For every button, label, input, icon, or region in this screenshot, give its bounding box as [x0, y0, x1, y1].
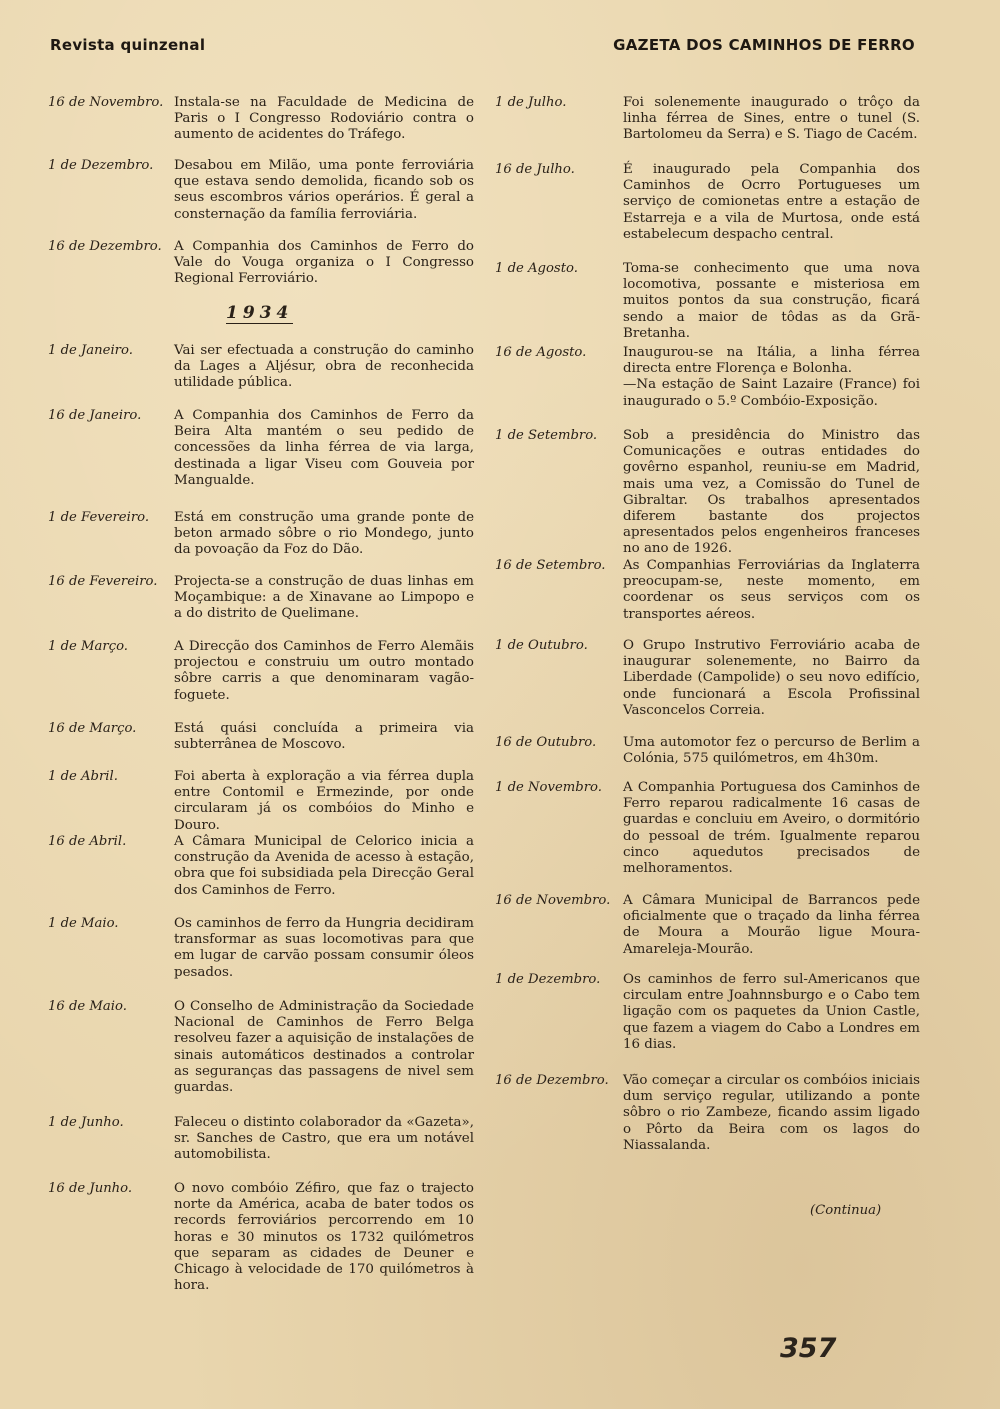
entry-date: 16 de Maio.: [48, 999, 127, 1014]
entry-body: A Companhia Portuguesa dos Caminhos de Ferro reparou radicalmente 16 casas de guardas e concluiu em Aveiro, o dormitório do pessoal de trém. Igualmente reparou cinco aquedutos precisados de melhoramentos.: [623, 780, 920, 877]
chronology-entry: [495, 1073, 920, 1154]
entry-body: Os caminhos de ferro da Hungria decidiram transformar as suas locomotivas para que em lugar de carvão possam consumir óleos pesados.: [174, 916, 474, 980]
entry-text: [623, 735, 920, 767]
entry-body: Foi solenemente inaugurado o trôço da linha férrea de Sines, entre o tunel (S. Bartolomeu da Serra) e S. Tiago de Cacém.: [623, 95, 920, 143]
entry-date: 16 de Março.: [48, 721, 137, 736]
entry-body: Inaugurou-se na Itália, a linha férrea directa entre Florença e Bolonha.: [623, 345, 920, 377]
entry-text: [174, 834, 474, 899]
entry-date: 16 de Abril.: [48, 834, 127, 849]
entry-text: [623, 972, 920, 1053]
entry-text: [623, 558, 920, 623]
chronology-entry: [48, 574, 474, 623]
entry-date: 16 de Novembro.: [495, 893, 611, 908]
entry-body: Desabou em Milão, uma ponte ferroviária que estava sendo demolida, ficando sob os seus escombros vários operários. É geral a consternação da família ferroviária.: [174, 158, 474, 222]
entry-text: [174, 510, 474, 559]
entry-date: 16 de Setembro.: [495, 558, 606, 573]
entry-text: [174, 639, 474, 704]
chronology-entry: [48, 916, 474, 981]
entry-body: Está quási concluída a primeira via subterrânea de Moscovo.: [174, 721, 474, 753]
entry-text: [174, 95, 474, 144]
entry-text: [623, 428, 920, 558]
entry-text: [623, 261, 920, 342]
entry-text: [174, 916, 474, 981]
entry-body: Instala-se na Faculdade de Medicina de Paris o I Congresso Rodoviário contra o aumento de acidentes do Tráfego.: [174, 95, 474, 143]
entry-text: [623, 893, 920, 958]
entry-date: 16 de Agosto.: [495, 345, 587, 360]
chronology-entry: [48, 639, 474, 704]
entry-body: A Direcção dos Caminhos de Ferro Alemãis projectou e construiu um outro montado sôbre carris a que denominaram vagão-foguete.: [174, 639, 474, 703]
entry-date: 1 de Novembro.: [495, 780, 602, 795]
chronology-entry: [48, 95, 474, 144]
chronology-entry: [48, 769, 474, 834]
entry-date: 16 de Dezembro.: [48, 239, 162, 254]
entry-date: 1 de Julho.: [495, 95, 567, 110]
chronology-entry: [495, 972, 920, 1053]
entry-date: 1 de Dezembro.: [48, 158, 154, 173]
entry-body: Projecta-se a construção de duas linhas em Moçambique: a de Xinavane ao Limpopo e a do distrito de Quelimane.: [174, 574, 474, 622]
chronology-entry: [495, 162, 920, 243]
entry-date: 16 de Julho.: [495, 162, 575, 177]
entry-body: A Câmara Municipal de Barrancos pede oficialmente que o traçado da linha férrea de Moura a Mourão ligue Moura-Amareleja-Mourão.: [623, 893, 920, 957]
entry-body: Está em construção uma grande ponte de beton armado sôbre o rio Mondego, junto da povoação da Foz do Dão.: [174, 510, 474, 558]
entry-date: 1 de Abril.: [48, 769, 118, 784]
chronology-entry: [495, 345, 920, 410]
chronology-entry: [495, 638, 920, 719]
entry-body: Foi aberta à exploração a via férrea dupla entre Contomil e Ermezinde, por onde circularam já os combóios do Minho e Douro.: [174, 769, 474, 833]
continua-note: (Continua): [810, 1203, 882, 1218]
chronology-entry: [48, 158, 474, 223]
entry-date: 16 de Novembro.: [48, 95, 164, 110]
entry-text: [174, 1181, 474, 1294]
chronology-entry: [495, 893, 920, 958]
entry-text: [174, 343, 474, 392]
chronology-entry: [495, 95, 920, 144]
entry-body: Sob a presidência do Ministro das Comunicações e outras entidades do govêrno espanhol, reuniu-se em Madrid, mais uma vez, a Comissão do Tunel de Gibraltar. Os trabalhos apresentados diferem bastante dos projectos apresentados pelos engenheiros franceses no ano de 1926.: [623, 428, 920, 557]
entry-date: 1 de Março.: [48, 639, 128, 654]
entry-body: A Companhia dos Caminhos de Ferro do Vale do Vouga organiza o I Congresso Regional Ferroviário.: [174, 239, 474, 287]
chronology-entry: [48, 239, 474, 288]
chronology-entry: [48, 721, 474, 753]
chronology-entry: [495, 428, 920, 558]
chronology-entry: [48, 408, 474, 489]
entry-date: 16 de Outubro.: [495, 735, 597, 750]
entry-date: 1 de Junho.: [48, 1115, 124, 1130]
entry-text: [623, 345, 920, 410]
entry-body: O Conselho de Administração da Sociedade Nacional de Caminhos de Ferro Belga resolveu fazer a aquisição de instalações de sinais automáticos destinados a controlar as seguranças das passagens de nivel sem guardas.: [174, 999, 474, 1096]
entry-date: 1 de Fevereiro.: [48, 510, 150, 525]
entry-body: Os caminhos de ferro sul-Americanos que circulam entre Joahnnsburgo e o Cabo tem ligação com os paquetes da Union Castle, que fazem a viagem do Cabo a Londres em 16 dias.: [623, 972, 920, 1052]
entry-body: A Câmara Municipal de Celorico inicia a construção da Avenida de acesso à estação, obra que foi subsidiada pela Direcção Geral dos Caminhos de Ferro.: [174, 834, 474, 898]
chronology-entry: [48, 343, 474, 392]
entry-text: [623, 95, 920, 144]
entry-date: 16 de Dezembro.: [495, 1073, 609, 1088]
entry-body: É inaugurado pela Companhia dos Caminhos de Ocrro Portugueses um serviço de comionetas entre a estação de Estarreja e a vila de Murtosa, onde está estabelecum despacho central.: [623, 162, 920, 242]
chronology-entry: [495, 735, 920, 767]
entry-date: 1 de Dezembro.: [495, 972, 601, 987]
entry-text: [174, 408, 474, 489]
chronology-entry: [495, 261, 920, 342]
entry-text: [174, 999, 474, 1096]
entry-extra: —Na estação de Saint Lazaire (France) foi inaugurado o 5.º Combóio-Exposição.: [623, 377, 920, 409]
chronology-entry: [48, 999, 474, 1096]
chronology-entry: [48, 510, 474, 559]
entry-text: [623, 1073, 920, 1154]
entry-date: 1 de Setembro.: [495, 428, 598, 443]
chronology-entry: [495, 780, 920, 877]
entry-text: [174, 574, 474, 623]
entry-text: [174, 239, 474, 288]
entry-text: [623, 780, 920, 877]
entry-body: O Grupo Instrutivo Ferroviário acaba de inaugurar solenemente, no Bairro da Liberdade (Campolide) o seu novo edifício, onde funcionará a Escola Profissinal Vasconcelos Correia.: [623, 638, 920, 718]
entry-date: 1 de Outubro.: [495, 638, 588, 653]
chronology-entry: [48, 1181, 474, 1294]
entry-text: [174, 769, 474, 834]
page-number: 357: [780, 1333, 837, 1364]
entry-date: 16 de Junho.: [48, 1181, 133, 1196]
entry-date: 16 de Janeiro.: [48, 408, 142, 423]
magazine-frequency: Revista quinzenal: [50, 36, 206, 54]
entry-text: [623, 638, 920, 719]
entry-text: [174, 158, 474, 223]
entry-date: 1 de Maio.: [48, 916, 119, 931]
entry-body: Vão começar a circular os combóios iniciais dum serviço regular, utilizando a ponte sôbro o rio Zambeze, ficando assim ligado o Pôrto da Beira com os lagos do Niassalanda.: [623, 1073, 920, 1153]
entry-body: Toma-se conhecimento que uma nova locomotiva, possante e misteriosa em muitos pontos da sua construção, ficará sendo a maior de tôdas as da Grã-Bretanha.: [623, 261, 920, 341]
entry-date: 16 de Fevereiro.: [48, 574, 158, 589]
chronology-entry: [48, 834, 474, 899]
chronology-entry: [48, 1115, 474, 1164]
chronology-entry: [495, 558, 920, 623]
entry-body: As Companhias Ferroviárias da Inglaterra preocupam-se, neste momento, em coordenar os seus serviços com os transportes aéreos.: [623, 558, 920, 622]
entry-body: A Companhia dos Caminhos de Ferro da Beira Alta mantém o seu pedido de concessões da linha férrea de via larga, destinada a ligar Viseu com Gouveia por Mangualde.: [174, 408, 474, 488]
year-heading: 1934: [226, 303, 294, 323]
entry-text: [174, 1115, 474, 1164]
entry-body: Vai ser efectuada a construção do caminho da Lages a Aljésur, obra de reconhecida utilidade pública.: [174, 343, 474, 391]
entry-text: [174, 721, 474, 753]
entry-text: [623, 162, 920, 243]
magazine-title: GAZETA DOS CAMINHOS DE FERRO: [613, 36, 915, 54]
entry-date: 1 de Janeiro.: [48, 343, 133, 358]
entry-body: O novo combóio Zéfiro, que faz o trajecto norte da América, acaba de bater todos os records ferroviários percorrendo em 10 horas e 30 minutos os 1732 quilómetros que separam as cidades de Deuner e Chicago à velocidade de 170 quilómetros à hora.: [174, 1181, 474, 1294]
entry-body: Uma automotor fez o percurso de Berlim a Colónia, 575 quilómetros, em 4h30m.: [623, 735, 920, 767]
entry-body: Faleceu o distinto colaborador da «Gazeta», sr. Sanches de Castro, que era um notável automobilista.: [174, 1115, 474, 1163]
entry-date: 1 de Agosto.: [495, 261, 578, 276]
